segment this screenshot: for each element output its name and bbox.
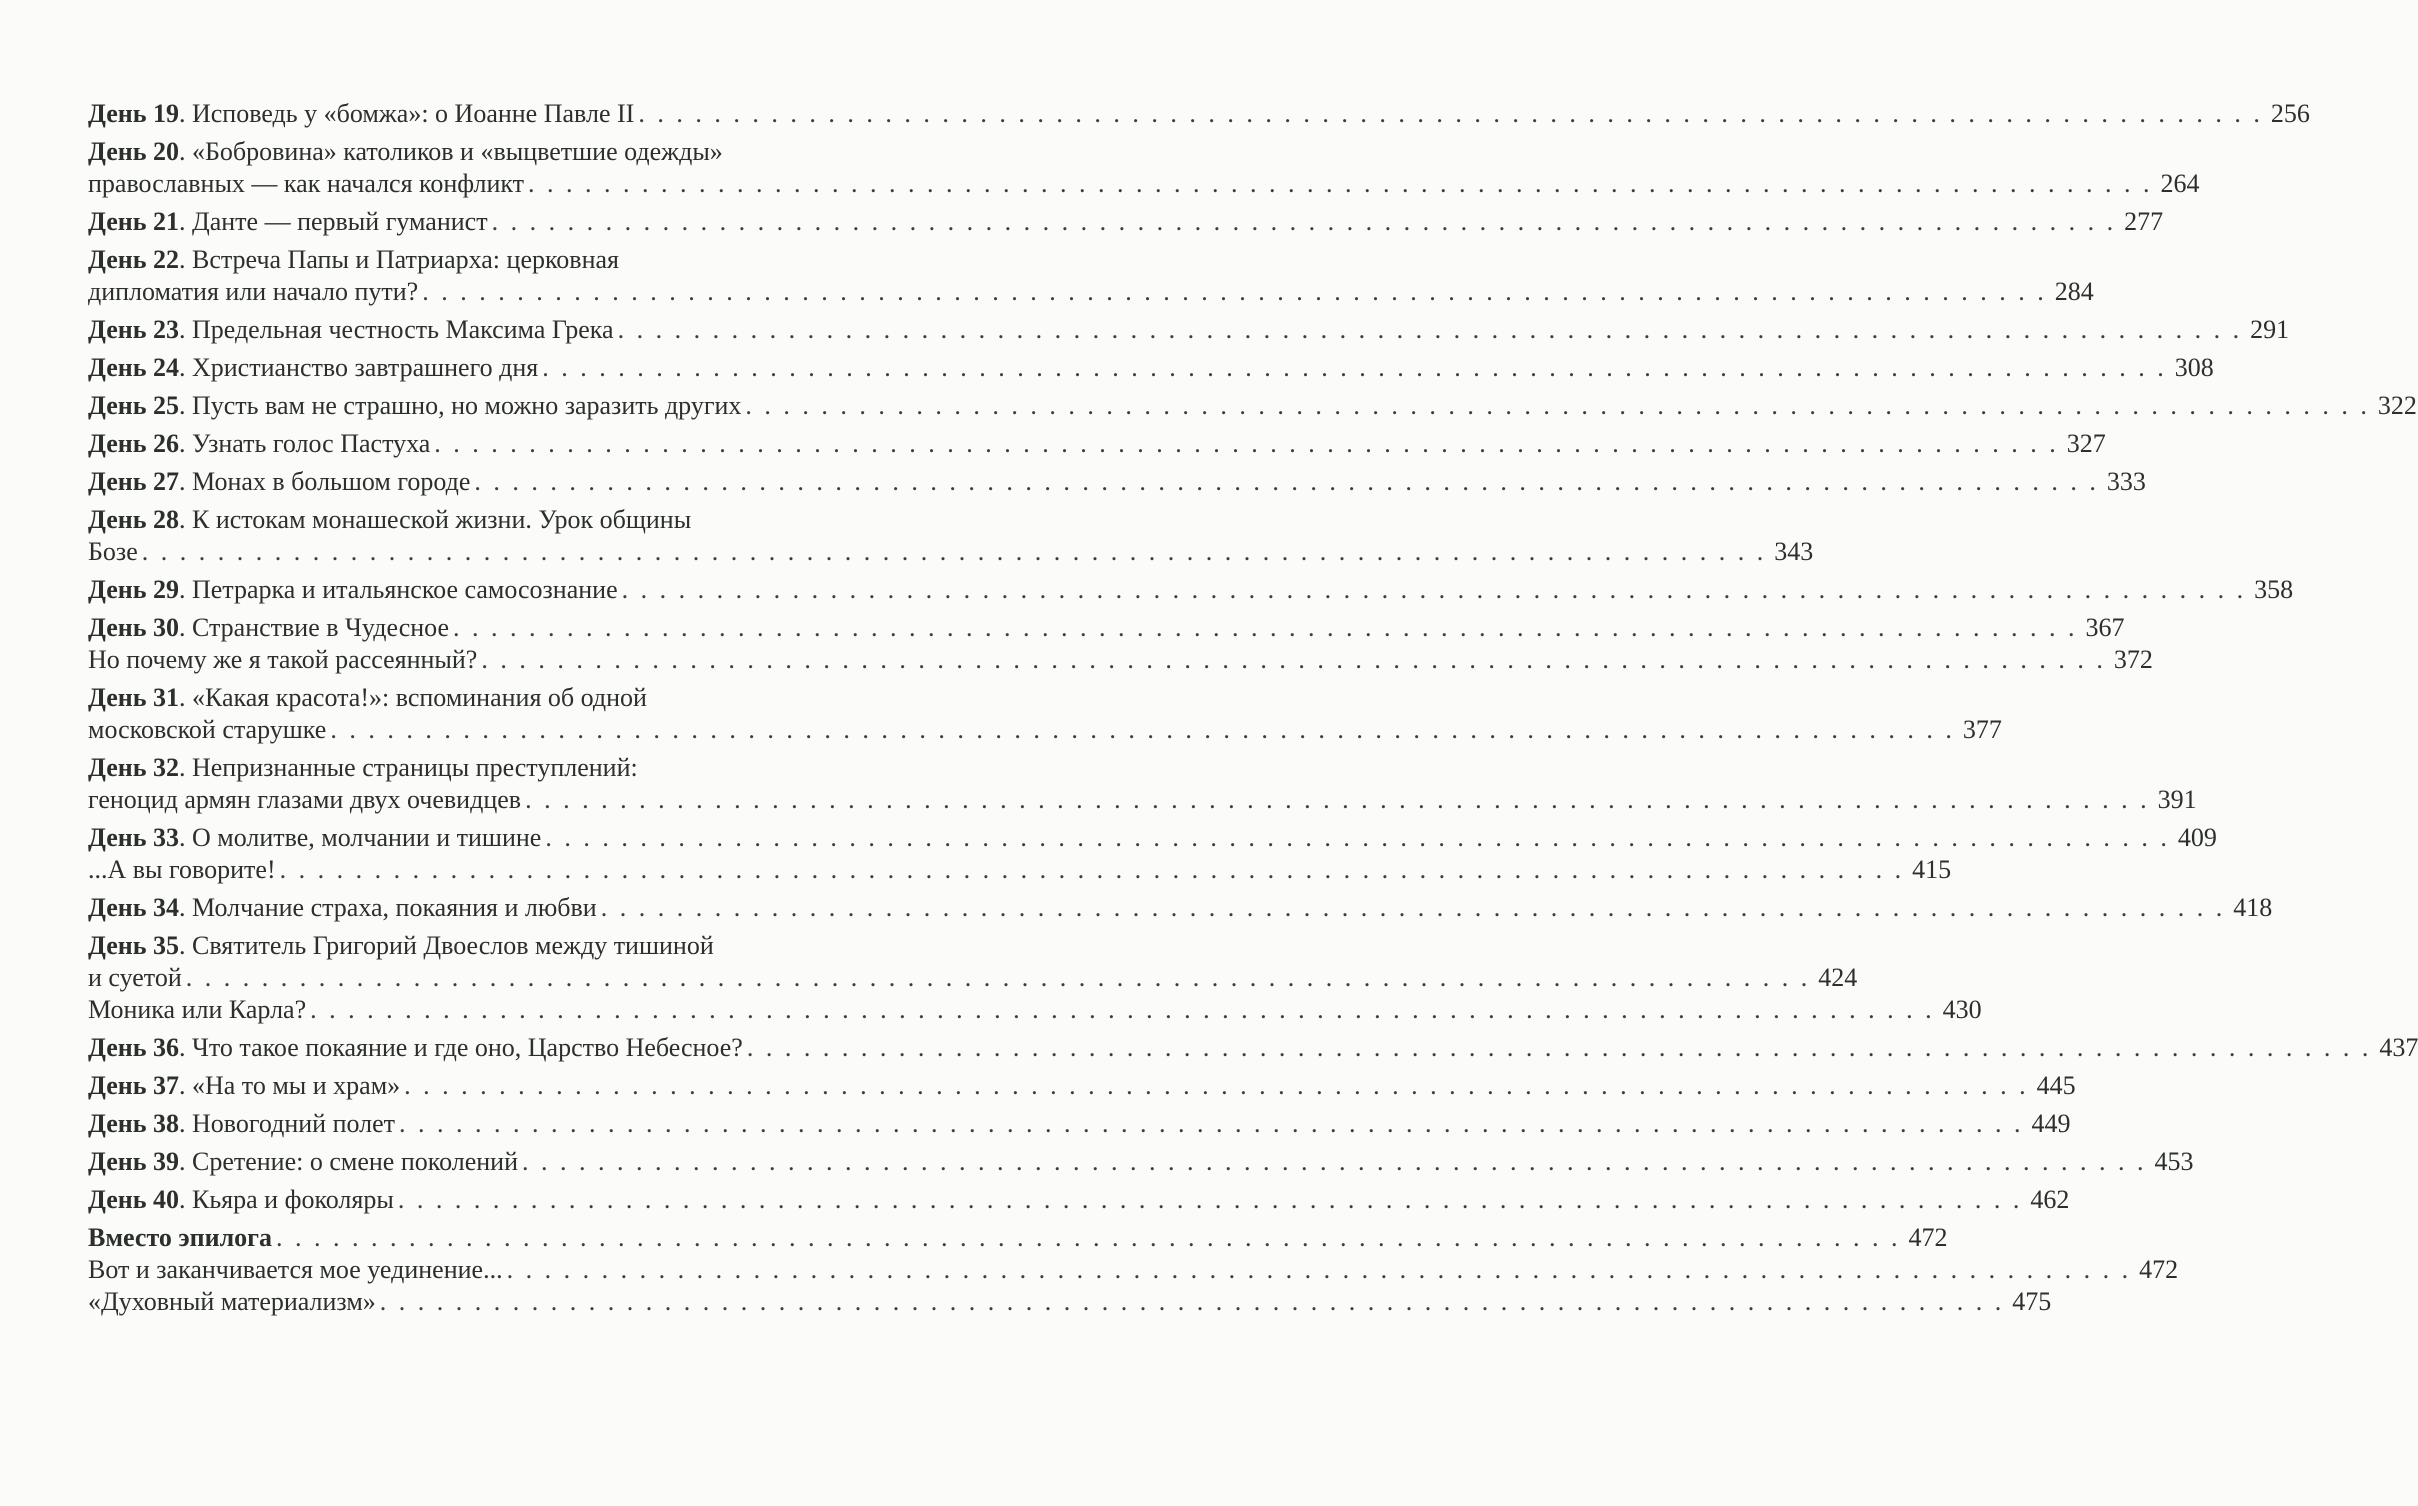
- toc-line: [88, 1286, 2052, 1318]
- toc-line: [88, 682, 938, 714]
- toc-entry-title: [88, 168, 524, 200]
- toc-day-label: День 33: [88, 823, 179, 852]
- toc-entry: [88, 930, 1858, 994]
- page-number: 445: [2036, 1071, 2076, 1100]
- dot-leader: . . . . . . . . . . . . . . . . . . . . . . . . . . . . . . . . . . . . . . . . . . . . . . . . . . . . . . . . . . . . . . . . . . . . . . . . . . . . . . . . . . . . . .: [397, 1185, 2023, 1214]
- toc-line: [88, 1222, 1948, 1254]
- toc-entry-text: . Непризнанные страницы преступлений:: [178, 753, 638, 782]
- page-number: 327: [2066, 429, 2106, 458]
- dot-leader: . . . . . . . . . . . . . . . . . . . . . . . . . . . . . . . . . . . . . . . . . . . . . . . . . . . . . . . . . . . . . . . . . . . . . . . . . . . . . . . . . . . . . .: [404, 1071, 2029, 1100]
- page-number: 284: [2054, 277, 2094, 306]
- dot-leader: . . . . . . . . . . . . . . . . . . . . . . . . . . . . . . . . . . . . . . . . . . . . . . . . . . . . . . . . . . . . . . . . . . . . . . . . . . . . . . . . . . . . . .: [506, 1255, 2132, 1284]
- page-number: 424: [1818, 963, 1858, 992]
- dot-leader: . . . . . . . . . . . . . . . . . . . . . . . . . . . . . . . . . . . . . . . . . . . . . . . . . . . . . . . . . . . . . . . . . . . . . . . . . . . . . . . . . . . . . .: [399, 1109, 2024, 1138]
- dot-leader: . . . . . . . . . . . . . . . . . . . . . . . . . . . . . . . . . . . . . . . . . . . . . . . . . . . . . . . . . . . . . . . . . . . . . . . . . . . . . . . . . . . . . .: [600, 893, 2226, 922]
- toc-entry-title: [88, 1184, 394, 1216]
- table-of-contents: [88, 98, 2418, 1318]
- page-number: 372: [2113, 645, 2153, 674]
- dot-leader: . . . . . . . . . . . . . . . . . . . . . . . . . . . . . . . . . . . . . . . . . . . . . . . . . . . . . . . . . . . . . . . . . . . . . . . . . . . . . . . . . . . . . .: [522, 1147, 2147, 1176]
- dot-leader: . . . . . . . . . . . . . . . . . . . . . . . . . . . . . . . . . . . . . . . . . . . . . . . . . . . . . . . . . . . . . . . . . . . . . . . . . . . . . . . . . . . . . .: [330, 715, 1955, 744]
- toc-entry-text: ...А вы говорите!: [88, 855, 276, 884]
- dot-leader: . . . . . . . . . . . . . . . . . . . . . . . . . . . . . . . . . . . . . . . . . . . . . . . . . . . . . . . . . . . . . . . . . . . . . . . . . . . . . . . . . . . . . .: [746, 1033, 2372, 1062]
- toc-entry-text: православных — как начался конфликт: [88, 169, 525, 198]
- page-number: 449: [2031, 1109, 2071, 1138]
- dot-leader: . . . . . . . . . . . . . . . . . . . . . . . . . . . . . . . . . . . . . . . . . . . . . . . . . . . . . . . . . . . . . . . . . . . . . . . . . . . . . . . . . . . . . .: [275, 1223, 1901, 1252]
- toc-line: [88, 1184, 2070, 1216]
- toc-entry: [88, 206, 2164, 238]
- dot-leader: . . . . . . . . . . . . . . . . . . . . . . . . . . . . . . . . . . . . . . . . . . . . . . . . . . . . . . . . . . . . . . . . . . . . . . . . . . . . . . . . . . . . . .: [528, 169, 2153, 198]
- dot-leader: . . . . . . . . . . . . . . . . . . . . . . . . . . . . . . . . . . . . . . . . . . . . . . . . . . . . . . . . . . . . . . . . . . . . . . . . . . . . . . . . . . . . . .: [525, 785, 2150, 814]
- dot-leader: . . . . . . . . . . . . . . . . . . . . . . . . . . . . . . . . . . . . . . . . . . . . . . . . . . . . . . . . . . . . . . . . . . . . . . . . . . . . . . . . . . . . . .: [379, 1287, 2005, 1316]
- toc-entry: [88, 574, 2294, 606]
- page-number: 437: [2379, 1033, 2418, 1062]
- toc-entry-title: [88, 612, 449, 644]
- toc-line: [88, 784, 2197, 816]
- toc-day-label: День 22: [88, 245, 179, 274]
- toc-day-label: День 31: [88, 683, 179, 712]
- toc-day-label: День 38: [88, 1109, 179, 1138]
- toc-entry: [88, 994, 1982, 1026]
- toc-entry-text: . Сретение: о смене поколений: [178, 1147, 518, 1176]
- toc-entry-text: . Предельная честность Максима Грека: [178, 315, 614, 344]
- dot-leader: . . . . . . . . . . . . . . . . . . . . . . . . . . . . . . . . . . . . . . . . . . . . . . . . . . . . . . . . . . . . . . . . . . . . . . . . . . . . . . . . . . . . . .: [542, 353, 2167, 382]
- toc-entry-title: [88, 854, 276, 886]
- toc-line: [88, 892, 2273, 924]
- page-number: 462: [2030, 1185, 2070, 1214]
- toc-entry: [88, 612, 2125, 644]
- toc-entry-text: Бозе: [88, 537, 138, 566]
- toc-entry-text: . Монах в большом городе: [178, 467, 471, 496]
- toc-day-label: День 26: [88, 429, 179, 458]
- toc-line: [88, 962, 1858, 994]
- toc-entry-title: [88, 136, 723, 168]
- dot-leader: . . . . . . . . . . . . . . . . . . . . . . . . . . . . . . . . . . . . . . . . . . . . . . . . . . . . . . . . . . . . . . . . . . . . . . . . . . . . . . . . . . . . . .: [474, 467, 2099, 496]
- page-number: 415: [1912, 855, 1952, 884]
- toc-day-label: День 28: [88, 505, 179, 534]
- page-number: 277: [2124, 207, 2164, 236]
- page-number: 430: [1942, 995, 1982, 1024]
- toc-entry-title: [88, 314, 614, 346]
- toc-entry-text: . «Бобровина» католиков и «выцветшие одежды»: [178, 137, 723, 166]
- toc-entry: [88, 1070, 2076, 1102]
- dot-leader: . . . . . . . . . . . . . . . . . . . . . . . . . . . . . . . . . . . . . . . . . . . . . . . . . . . . . . . . . . . . . . . . . . . . . . . . . . . . . . . . . . . . . .: [481, 645, 2106, 674]
- toc-entry-title: [88, 536, 138, 568]
- toc-entry-title: [88, 574, 618, 606]
- toc-entry-text: . Молчание страха, покаяния и любви: [178, 893, 597, 922]
- toc-day-label: День 24: [88, 353, 179, 382]
- dot-leader: . . . . . . . . . . . . . . . . . . . . . . . . . . . . . . . . . . . . . . . . . . . . . . . . . . . . . . . . . . . . . . . . . . . . . . . . . . . . . . . . . . . . . .: [545, 823, 2170, 852]
- toc-day-label: День 34: [88, 893, 179, 922]
- toc-line: [88, 994, 1982, 1026]
- page-number: 418: [2233, 893, 2273, 922]
- toc-line: [88, 168, 2200, 200]
- toc-entry-title: [88, 1070, 400, 1102]
- page-number: 343: [1774, 537, 1814, 566]
- toc-line: [88, 390, 2417, 422]
- toc-line: [88, 536, 1814, 568]
- toc-day-label: День 27: [88, 467, 179, 496]
- dot-leader: . . . . . . . . . . . . . . . . . . . . . . . . . . . . . . . . . . . . . . . . . . . . . . . . . . . . . . . . . . . . . . . . . . . . . . . . . . . . . . . . . . . . . .: [279, 855, 1905, 884]
- toc-entry-title: [88, 1286, 376, 1318]
- toc-entry-text: . Исповедь у «бомжа»: о Иоанне Павле II: [178, 99, 635, 128]
- toc-entry-text: . Новогодний полет: [178, 1109, 396, 1138]
- toc-entry-title: [88, 352, 538, 384]
- page-number: 322: [2377, 391, 2417, 420]
- toc-line: [88, 314, 2290, 346]
- toc-entry-text: «Духовный материализм»: [88, 1287, 376, 1316]
- page-number: 264: [2160, 169, 2200, 198]
- toc-day-label: Вместо эпилога: [88, 1223, 272, 1252]
- dot-leader: . . . . . . . . . . . . . . . . . . . . . . . . . . . . . . . . . . . . . . . . . . . . . . . . . . . . . . . . . . . . . . . . . . . . . . . . . . . . . . . . . . . . . .: [745, 391, 2370, 420]
- toc-entry-title: [88, 206, 488, 238]
- toc-day-label: День 25: [88, 391, 179, 420]
- toc-line: [88, 1146, 2194, 1178]
- toc-entry-text: . Странствие в Чудесное: [178, 613, 450, 642]
- toc-line: [88, 930, 938, 962]
- toc-day-label: День 29: [88, 575, 179, 604]
- toc-entry-title: [88, 466, 470, 498]
- toc-entry: [88, 314, 2290, 346]
- toc-entry: [88, 428, 2106, 460]
- toc-entry-title: [88, 1146, 518, 1178]
- toc-line: [88, 98, 2310, 130]
- toc-line: [88, 714, 2002, 746]
- page-number: 409: [2177, 823, 2217, 852]
- toc-entry: [88, 1184, 2070, 1216]
- toc-day-label: День 36: [88, 1033, 179, 1062]
- toc-day-label: День 32: [88, 753, 179, 782]
- page-number: 333: [2106, 467, 2146, 496]
- toc-entry-text: . «Какая красота!»: вспоминания об одной: [178, 683, 647, 712]
- toc-entry-text: . Петрарка и итальянское самосознание: [178, 575, 618, 604]
- toc-entry-text: . «На то мы и храм»: [178, 1071, 401, 1100]
- toc-entry: [88, 244, 2094, 308]
- toc-entry-text: . Христианство завтрашнего дня: [178, 353, 539, 382]
- page-number: 475: [2012, 1287, 2052, 1316]
- toc-entry-text: . О молитве, молчании и тишине: [178, 823, 542, 852]
- toc-day-label: День 40: [88, 1185, 179, 1214]
- toc-line: [88, 136, 938, 168]
- page-number: 367: [2085, 613, 2125, 642]
- dot-leader: . . . . . . . . . . . . . . . . . . . . . . . . . . . . . . . . . . . . . . . . . . . . . . . . . . . . . . . . . . . . . . . . . . . . . . . . . . . . . . . . . . . . . .: [310, 995, 1935, 1024]
- toc-entry-title: [88, 1032, 743, 1064]
- toc-entry: [88, 1286, 2052, 1318]
- dot-leader: . . . . . . . . . . . . . . . . . . . . . . . . . . . . . . . . . . . . . . . . . . . . . . . . . . . . . . . . . . . . . . . . . . . . . . . . . . . . . . . . . . . . . .: [141, 537, 1767, 566]
- toc-line: [88, 244, 938, 276]
- toc-day-label: День 30: [88, 613, 179, 642]
- toc-entry-title: [88, 962, 182, 994]
- toc-entry-title: [88, 752, 638, 784]
- toc-entry: [88, 352, 2214, 384]
- toc-line: [88, 574, 2294, 606]
- toc-entry-title: [88, 1254, 503, 1286]
- toc-entry-text: Моника или Карла?: [88, 995, 307, 1024]
- toc-entry-title: [88, 682, 647, 714]
- toc-entry-text: геноцид армян глазами двух очевидцев: [88, 785, 522, 814]
- toc-entry-title: [88, 644, 477, 676]
- toc-entry: [88, 390, 2417, 422]
- toc-entry: [88, 98, 2310, 130]
- toc-line: [88, 1070, 2076, 1102]
- toc-entry-text: московской старушке: [88, 715, 327, 744]
- page-number: 256: [2270, 99, 2310, 128]
- toc-entry-title: [88, 98, 634, 130]
- toc-entry-text: . Узнать голос Пастуха: [178, 429, 431, 458]
- toc-line: [88, 352, 2214, 384]
- toc-entry: [88, 822, 2217, 854]
- toc-entry-title: [88, 1222, 272, 1254]
- toc-entry: [88, 136, 2200, 200]
- toc-day-label: День 39: [88, 1147, 179, 1176]
- toc-entry-title: [88, 428, 430, 460]
- toc-entry: [88, 1108, 2071, 1140]
- toc-entry-title: [88, 276, 418, 308]
- toc-line: [88, 466, 2146, 498]
- toc-day-label: День 20: [88, 137, 179, 166]
- dot-leader: . . . . . . . . . . . . . . . . . . . . . . . . . . . . . . . . . . . . . . . . . . . . . . . . . . . . . . . . . . . . . . . . . . . . . . . . . . . . . . . . . . . . . .: [185, 963, 1811, 992]
- dot-leader: . . . . . . . . . . . . . . . . . . . . . . . . . . . . . . . . . . . . . . . . . . . . . . . . . . . . . . . . . . . . . . . . . . . . . . . . . . . . . . . . . . . . . .: [638, 99, 2263, 128]
- toc-entry: [88, 504, 1814, 568]
- toc-line: [88, 612, 2125, 644]
- dot-leader: . . . . . . . . . . . . . . . . . . . . . . . . . . . . . . . . . . . . . . . . . . . . . . . . . . . . . . . . . . . . . . . . . . . . . . . . . . . . . . . . . . . . . .: [453, 613, 2078, 642]
- toc-entry-title: [88, 714, 326, 746]
- toc-day-label: День 19: [88, 99, 179, 128]
- toc-entry-text: и суетой: [88, 963, 182, 992]
- toc-entry: [88, 892, 2273, 924]
- toc-entry: [88, 644, 2153, 676]
- toc-entry-title: [88, 244, 619, 276]
- dot-leader: . . . . . . . . . . . . . . . . . . . . . . . . . . . . . . . . . . . . . . . . . . . . . . . . . . . . . . . . . . . . . . . . . . . . . . . . . . . . . . . . . . . . . .: [617, 315, 2243, 344]
- toc-day-label: День 35: [88, 931, 179, 960]
- toc-entry-title: [88, 930, 714, 962]
- toc-entry-text: . К истокам монашеской жизни. Урок общины: [178, 505, 692, 534]
- toc-entry-title: [88, 1108, 395, 1140]
- toc-entry-title: [88, 504, 691, 536]
- toc-entry-text: Но почему же я такой рассеянный?: [88, 645, 478, 674]
- toc-day-label: День 21: [88, 207, 179, 236]
- dot-leader: . . . . . . . . . . . . . . . . . . . . . . . . . . . . . . . . . . . . . . . . . . . . . . . . . . . . . . . . . . . . . . . . . . . . . . . . . . . . . . . . . . . . . .: [491, 207, 2117, 236]
- toc-entry-text: . Встреча Папы и Патриарха: церковная: [178, 245, 619, 274]
- page-number: 472: [2139, 1255, 2179, 1284]
- page-number: 308: [2174, 353, 2214, 382]
- toc-entry: [88, 1032, 2418, 1064]
- toc-entry-title: [88, 390, 741, 422]
- toc-line: [88, 822, 2217, 854]
- toc-entry-text: Вот и заканчивается мое уединение...: [88, 1255, 503, 1284]
- toc-entry: [88, 682, 2002, 746]
- dot-leader: . . . . . . . . . . . . . . . . . . . . . . . . . . . . . . . . . . . . . . . . . . . . . . . . . . . . . . . . . . . . . . . . . . . . . . . . . . . . . . . . . . . . . .: [434, 429, 2059, 458]
- toc-day-label: День 37: [88, 1071, 179, 1100]
- toc-line: [88, 1254, 2179, 1286]
- toc-entry-title: [88, 994, 306, 1026]
- page-number: 377: [1962, 715, 2002, 744]
- dot-leader: . . . . . . . . . . . . . . . . . . . . . . . . . . . . . . . . . . . . . . . . . . . . . . . . . . . . . . . . . . . . . . . . . . . . . . . . . . . . . . . . . . . . . .: [422, 277, 2047, 306]
- toc-entry: [88, 752, 2197, 816]
- page-number: 453: [2154, 1147, 2194, 1176]
- toc-entry-text: . Данте — первый гуманист: [178, 207, 488, 236]
- toc-line: [88, 276, 2094, 308]
- toc-line: [88, 1032, 2418, 1064]
- toc-entry-text: . Что такое покаяние и где оно, Царство Небесное?: [178, 1033, 743, 1062]
- page-number: 291: [2250, 315, 2290, 344]
- toc-entry-title: [88, 892, 597, 924]
- toc-line: [88, 428, 2106, 460]
- toc-day-label: День 23: [88, 315, 179, 344]
- dot-leader: . . . . . . . . . . . . . . . . . . . . . . . . . . . . . . . . . . . . . . . . . . . . . . . . . . . . . . . . . . . . . . . . . . . . . . . . . . . . . . . . . . . . . .: [621, 575, 2247, 604]
- toc-line: [88, 752, 938, 784]
- toc-entry: [88, 1222, 1948, 1254]
- toc-line: [88, 644, 2153, 676]
- toc-entry-text: дипломатия или начало пути?: [88, 277, 419, 306]
- toc-line: [88, 504, 938, 536]
- toc-entry: [88, 466, 2146, 498]
- toc-entry: [88, 854, 1952, 886]
- toc-entry-text: . Святитель Григорий Двоеслов между тишиной: [178, 931, 714, 960]
- toc-entry-text: . Пусть вам не страшно, но можно заразить других: [178, 391, 742, 420]
- toc-line: [88, 206, 2164, 238]
- toc-entry-title: [88, 784, 521, 816]
- page-number: 391: [2157, 785, 2197, 814]
- page-number: 472: [1908, 1223, 1948, 1252]
- toc-entry: [88, 1254, 2179, 1286]
- toc-line: [88, 1108, 2071, 1140]
- toc-entry: [88, 1146, 2194, 1178]
- page-number: 358: [2254, 575, 2294, 604]
- toc-entry-text: . Кьяра и фоколяры: [178, 1185, 394, 1214]
- toc-line: [88, 854, 1952, 886]
- toc-entry-title: [88, 822, 541, 854]
